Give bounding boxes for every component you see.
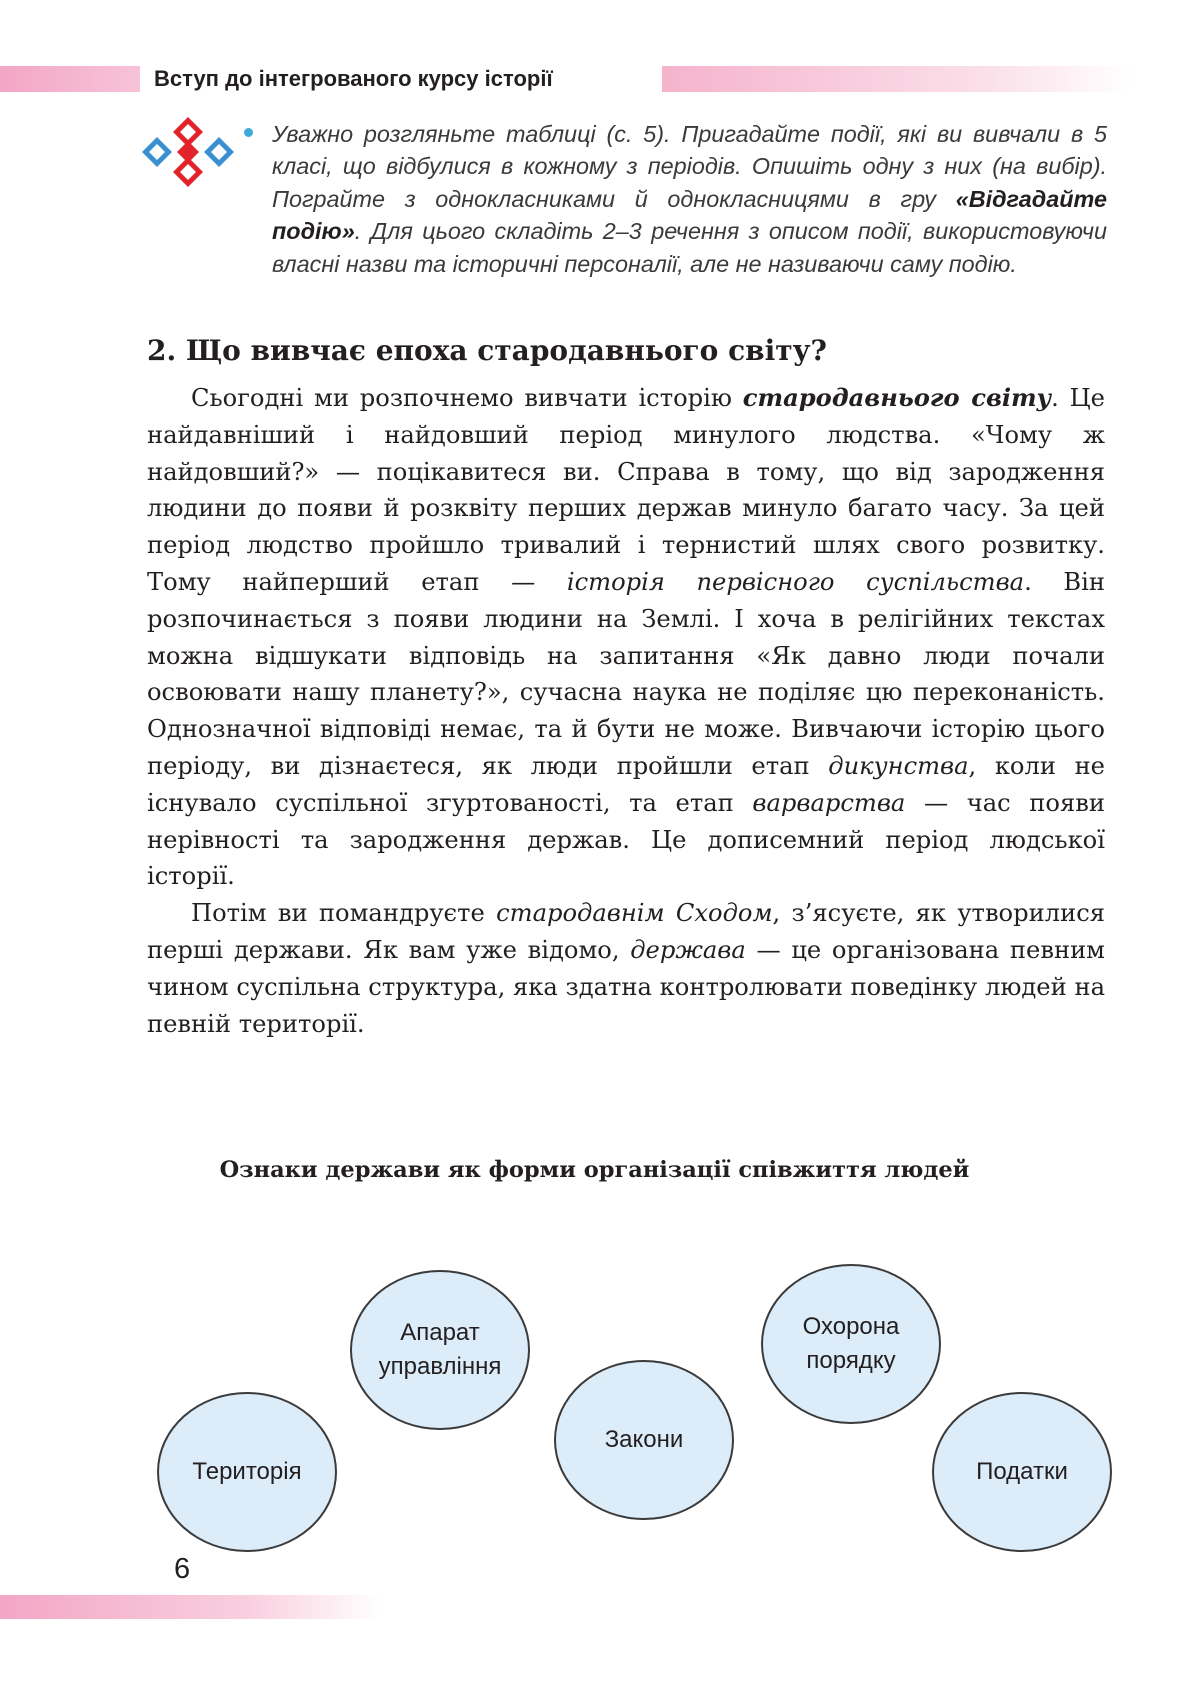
term: історія первісного суспільства	[566, 567, 1025, 596]
text: — це організована певним чином суспільна структура, яка здатна контролювати поведінку людей на певній території.	[147, 935, 1105, 1038]
header-decor-bar-left	[0, 66, 140, 92]
sign-circle-order	[761, 1264, 941, 1424]
task-text-part: Уважно розгляньте таблиці (с. 5). Пригадайте події, які ви вивчали в 5 класі, що відбулися в кожному з періодів. Опишіть одну з них (на вибір). Пограйте з однокласниками й однокласницями в гру	[272, 121, 1107, 212]
term: варварства	[752, 788, 906, 817]
sign-label: Охорона	[802, 1313, 900, 1340]
footer-decor-bar	[0, 1595, 380, 1619]
term: стародавнім Сходом	[496, 899, 773, 928]
sign-label: Податки	[976, 1458, 1068, 1485]
body-text	[147, 380, 1105, 1042]
text: . Він розпочинається з появи людини на Землі. І хоча в релігійних текстах можна відшукати відповідь на запитання «Як давно люди почали освоювати нашу планету?», сучасна наука не поділяє цю переконаність. Однозначної відповіді немає, та й бути не може. Вивчаючи історію цього періоду, ви дізнаєтеся, як люди пройшли етап	[147, 567, 1105, 780]
ornament-diamonds-icon	[142, 117, 234, 187]
header-decor-bar-right	[662, 66, 1132, 92]
sign-label: порядку	[806, 1347, 896, 1374]
task-text	[272, 118, 1107, 280]
sign-circle-apparatus	[350, 1270, 530, 1430]
text: — час появи нерівності та зародження держав. Це дописемний період людської історії.	[147, 788, 1105, 891]
term: стародавнього світу	[742, 383, 1052, 412]
paragraph	[147, 380, 1105, 895]
term: держава	[630, 935, 746, 964]
sign-label: Апарат	[400, 1319, 480, 1346]
diagram-title: Ознаки держави як форми організації співжиття людей	[219, 1157, 970, 1183]
task-bullet	[244, 128, 253, 137]
page-number: 6	[174, 1553, 191, 1585]
text: . Це найдавніший і найдовший період минулого людства. «Чому ж найдовший?» — поцікавитеся ви. Справа в тому, що від зародження людини до появи й розквіту перших держав минуло багато часу. За цей період людство пройшло тривалий і тернистий шлях свого розвитку. Тому найперший етап —	[147, 384, 1105, 596]
game-name: «Відгадайте подію»	[272, 185, 1107, 245]
term: дикунства	[828, 751, 969, 780]
sign-label: Територія	[192, 1458, 302, 1485]
text: , коли не існувало суспільної згуртованості, та етап	[147, 751, 1105, 817]
text: , з’ясуєте, як утворилися перші держави. Як вам уже відомо,	[147, 899, 1106, 964]
section-title: 2. Що вивчає епоха стародавнього світу?	[147, 334, 827, 367]
sign-circle-taxes	[932, 1392, 1112, 1552]
running-header-title: Вступ до інтегрованого курсу історії	[150, 64, 563, 94]
text: Сьогодні ми розпочнемо вивчати історію	[191, 384, 743, 412]
text: Потім ви помандруєте	[191, 899, 497, 928]
sign-label: управління	[378, 1353, 502, 1380]
task-text-part: . Для цього складіть 2–3 речення з описом події, використовуючи власні назви та історичні персоналії, але не називаючи саму подію.	[272, 218, 1107, 277]
sign-label: Закони	[604, 1426, 684, 1453]
sign-circle-laws	[554, 1360, 734, 1520]
paragraph	[147, 895, 1105, 1042]
sign-circle-territory	[157, 1392, 337, 1552]
